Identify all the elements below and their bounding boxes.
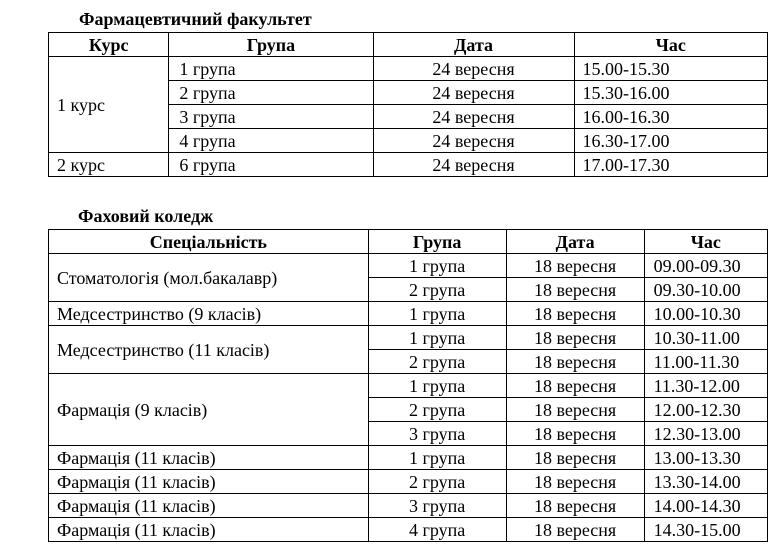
time-cell: 14.30-15.00 xyxy=(644,518,767,542)
table-row xyxy=(49,374,768,398)
time-cell: 10.00-10.30 xyxy=(644,302,767,326)
group-cell: 3 група xyxy=(169,105,373,129)
date-cell: 18 вересня xyxy=(506,302,644,326)
table-row xyxy=(49,446,768,470)
specialty-cell: Медсестринство (11 класів) xyxy=(49,326,369,374)
pharmacy-schedule-table xyxy=(48,32,768,177)
time-cell: 15.00-15.30 xyxy=(574,57,767,81)
table-row xyxy=(49,153,768,177)
group-cell: 2 група xyxy=(368,470,506,494)
header-time: Час xyxy=(644,230,767,254)
course-cell: 1 курс xyxy=(49,57,169,153)
group-cell: 4 група xyxy=(368,518,506,542)
date-cell: 24 вересня xyxy=(373,105,574,129)
date-cell: 18 вересня xyxy=(506,470,644,494)
group-cell: 3 група xyxy=(368,422,506,446)
header-date: Дата xyxy=(506,230,644,254)
time-cell: 12.00-12.30 xyxy=(644,398,767,422)
table-row xyxy=(49,302,768,326)
date-cell: 18 вересня xyxy=(506,326,644,350)
date-cell: 24 вересня xyxy=(373,57,574,81)
time-cell: 13.00-13.30 xyxy=(644,446,767,470)
date-cell: 18 вересня xyxy=(506,350,644,374)
time-cell: 16.30-17.00 xyxy=(574,129,767,153)
specialty-cell: Фармація (11 класів) xyxy=(49,518,369,542)
group-cell: 1 група xyxy=(368,302,506,326)
date-cell: 18 вересня xyxy=(506,278,644,302)
date-cell: 18 вересня xyxy=(506,518,644,542)
time-cell: 09.30-10.00 xyxy=(644,278,767,302)
table-row xyxy=(49,326,768,350)
header-group: Група xyxy=(368,230,506,254)
header-specialty: Спеціальність xyxy=(49,230,369,254)
date-cell: 18 вересня xyxy=(506,398,644,422)
group-cell: 1 група xyxy=(368,326,506,350)
group-cell: 1 група xyxy=(368,374,506,398)
table-row xyxy=(49,518,768,542)
date-cell: 24 вересня xyxy=(373,153,574,177)
specialty-cell: Фармація (9 класів) xyxy=(49,374,369,446)
group-cell: 2 група xyxy=(368,350,506,374)
group-cell: 6 група xyxy=(169,153,373,177)
date-cell: 18 вересня xyxy=(506,494,644,518)
table-header-row xyxy=(49,33,768,57)
time-cell: 13.30-14.00 xyxy=(644,470,767,494)
time-cell: 11.00-11.30 xyxy=(644,350,767,374)
time-cell: 11.30-12.00 xyxy=(644,374,767,398)
table-header-row xyxy=(49,230,768,254)
header-course: Курс xyxy=(49,33,169,57)
table-row xyxy=(49,494,768,518)
pharmacy-faculty-title: Фармацевтичний факультет xyxy=(79,9,312,29)
time-cell: 15.30-16.00 xyxy=(574,81,767,105)
college-title: Фаховий коледж xyxy=(78,206,214,226)
group-cell: 1 група xyxy=(169,57,373,81)
specialty-cell: Фармація (11 класів) xyxy=(49,470,369,494)
specialty-cell: Стоматологія (мол.бакалавр) xyxy=(49,254,369,302)
group-cell: 2 група xyxy=(368,398,506,422)
header-group: Група xyxy=(169,33,373,57)
specialty-cell: Фармація (11 класів) xyxy=(49,494,369,518)
date-cell: 18 вересня xyxy=(506,254,644,278)
group-cell: 3 група xyxy=(368,494,506,518)
date-cell: 24 вересня xyxy=(373,81,574,105)
time-cell: 09.00-09.30 xyxy=(644,254,767,278)
time-cell: 10.30-11.00 xyxy=(644,326,767,350)
group-cell: 1 група xyxy=(368,446,506,470)
course-cell: 2 курс xyxy=(49,153,169,177)
header-time: Час xyxy=(574,33,767,57)
table-row xyxy=(49,254,768,278)
time-cell: 14.00-14.30 xyxy=(644,494,767,518)
group-cell: 1 група xyxy=(368,254,506,278)
group-cell: 4 група xyxy=(169,129,373,153)
header-date: Дата xyxy=(373,33,574,57)
time-cell: 12.30-13.00 xyxy=(644,422,767,446)
group-cell: 2 група xyxy=(368,278,506,302)
college-schedule-table xyxy=(48,229,768,542)
group-cell: 2 група xyxy=(169,81,373,105)
time-cell: 16.00-16.30 xyxy=(574,105,767,129)
table-row xyxy=(49,470,768,494)
table-row xyxy=(49,57,768,81)
time-cell: 17.00-17.30 xyxy=(574,153,767,177)
date-cell: 18 вересня xyxy=(506,374,644,398)
specialty-cell: Медсестринство (9 класів) xyxy=(49,302,369,326)
date-cell: 18 вересня xyxy=(506,422,644,446)
specialty-cell: Фармація (11 класів) xyxy=(49,446,369,470)
date-cell: 24 вересня xyxy=(373,129,574,153)
date-cell: 18 вересня xyxy=(506,446,644,470)
